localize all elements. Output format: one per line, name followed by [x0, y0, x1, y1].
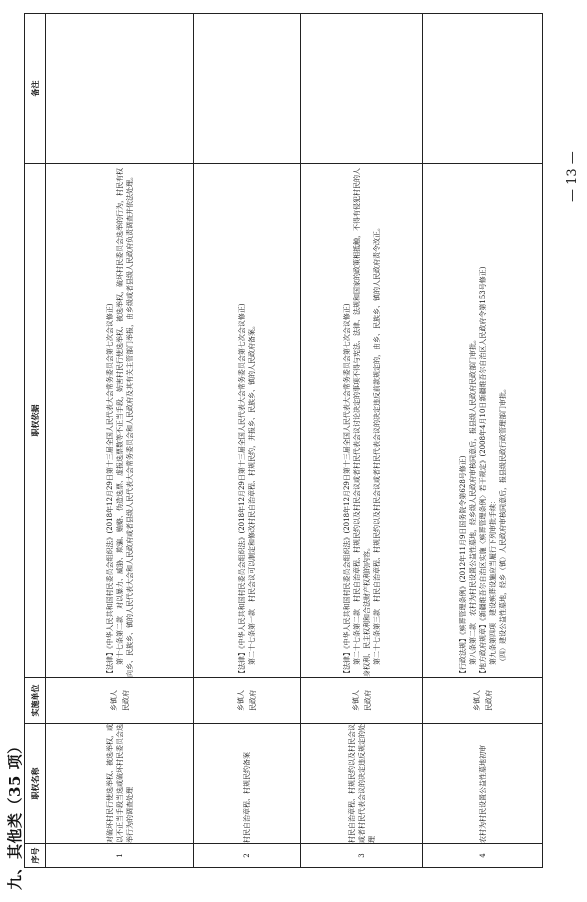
- power-name: 对破坏村民行使选举权、被选举权，或以不正当手段当选或破坏村民委员会选举行为的调查处理: [46, 724, 194, 844]
- unit-text: 乡镇人民政府: [109, 690, 130, 711]
- table-row: [301, 14, 423, 868]
- power-name: 农村为村民设置公益性墓地初审: [423, 724, 543, 844]
- powers-table: [24, 13, 543, 868]
- basis-line: 第二十七条第三款 村民自治章程、村规民约以及村民会议或者村民代表会议的决定违反前款规定的，由乡、民族乡、镇的人民政府责令改正。: [372, 224, 381, 665]
- row-number: 3: [301, 844, 423, 868]
- row-number: 1: [46, 844, 194, 868]
- implementing-unit: [423, 678, 543, 724]
- table-row: [46, 14, 194, 868]
- basis-line: 【地方政府规章】《新疆维吾尔自治区实施〈殡葬管理条例〉若干规定》(2008年4月10日新疆维吾尔自治区人民政府令第153号修正): [478, 266, 487, 677]
- table-header-row: [25, 14, 46, 868]
- basis-line: 第九条第四项 建设殡葬设施应当履行下列审批手续：: [488, 497, 497, 665]
- header-name: 职权名称: [25, 724, 46, 844]
- note: [301, 14, 423, 164]
- power-name: 村民自治章程、村规民约备案: [194, 724, 301, 844]
- power-basis: [423, 164, 543, 678]
- basis-line: 【法律】《中华人民共和国村民委员会组织法》(2018年12月29日第十三届全国人民代表大会常务委员会第七次会议修正): [238, 303, 246, 677]
- table-row: [423, 14, 543, 868]
- basis-line: 第十七条第二款 对以暴力、威胁、欺骗、贿赂、伪造选票、虚报选票数等不正当手段，妨害村民行使选举权、被选举权，破坏村民委员会选举的行为，村民有权向乡、民族乡、镇的人民代表大会和人民政府或者县级人民代表大会常务委员会和人民政府及其有关主管部门举报，由乡级或者县级人民政府负责调查并依法处理。: [115, 168, 134, 677]
- header-no: 序号: [25, 844, 46, 868]
- basis-line: 【法律】《中华人民共和国村民委员会组织法》(2018年12月29日第十三届全国人民代表大会常务委员会第七次会议修正): [105, 303, 114, 677]
- unit-text: 乡镇人民政府: [237, 690, 257, 711]
- power-basis: [46, 164, 194, 678]
- unit-text: 乡镇人民政府: [351, 690, 372, 711]
- note: [46, 14, 194, 164]
- power-basis: [301, 164, 423, 678]
- basis-line: 第八条第二款 农村为村民设置公益性墓地，经乡级人民政府审核同意后，报县级人民政府民政部门审批。: [468, 336, 477, 665]
- implementing-unit: [46, 678, 194, 724]
- header-basis: 职权依据: [25, 164, 46, 678]
- note: [423, 14, 543, 164]
- section-title: 九、其他类（35 项）: [6, 738, 24, 890]
- basis-line: 【法律】《中华人民共和国村民委员会组织法》(2018年12月29日第十三届全国人民代表大会常务委员会第七次会议修正): [342, 303, 351, 677]
- row-number: 2: [194, 844, 301, 868]
- basis-line: 第二十七条第一款 村民会议可以制定和修改村民自治章程、村规民约，并报乡、民族乡、镇的人民政府备案。: [248, 322, 256, 665]
- row-number: 4: [423, 844, 543, 868]
- unit-text: 乡镇人民政府: [472, 690, 493, 711]
- implementing-unit: [301, 678, 423, 724]
- basis-line: 第二十七条第二款 村民自治章程、村规民约以及村民会议或者村民代表会议讨论决定的事项不得与宪法、法律、法规和国家的政策相抵触，不得有侵犯村民的人身权利、民主权利和合法财产权利的内容。: [352, 168, 371, 677]
- basis-line: 【行政法规】《殡葬管理条例》(2012年11月9日国务院令第628号修正): [458, 455, 467, 677]
- header-unit: 实施单位: [25, 678, 46, 724]
- power-name: 村民自治章程、村规民约以及村民会议或者村民代表会议的决定违反规定的处理: [301, 724, 423, 844]
- page-number: — 13 —: [565, 151, 580, 202]
- table-row: [194, 14, 301, 868]
- note: [194, 14, 301, 164]
- header-note: 备注: [25, 14, 46, 164]
- power-basis: [194, 164, 301, 678]
- basis-line: （四）建设公益性墓地，经乡（镇）人民政府审核同意后，报县级民政行政管理部门审批。: [498, 385, 507, 665]
- implementing-unit: [194, 678, 301, 724]
